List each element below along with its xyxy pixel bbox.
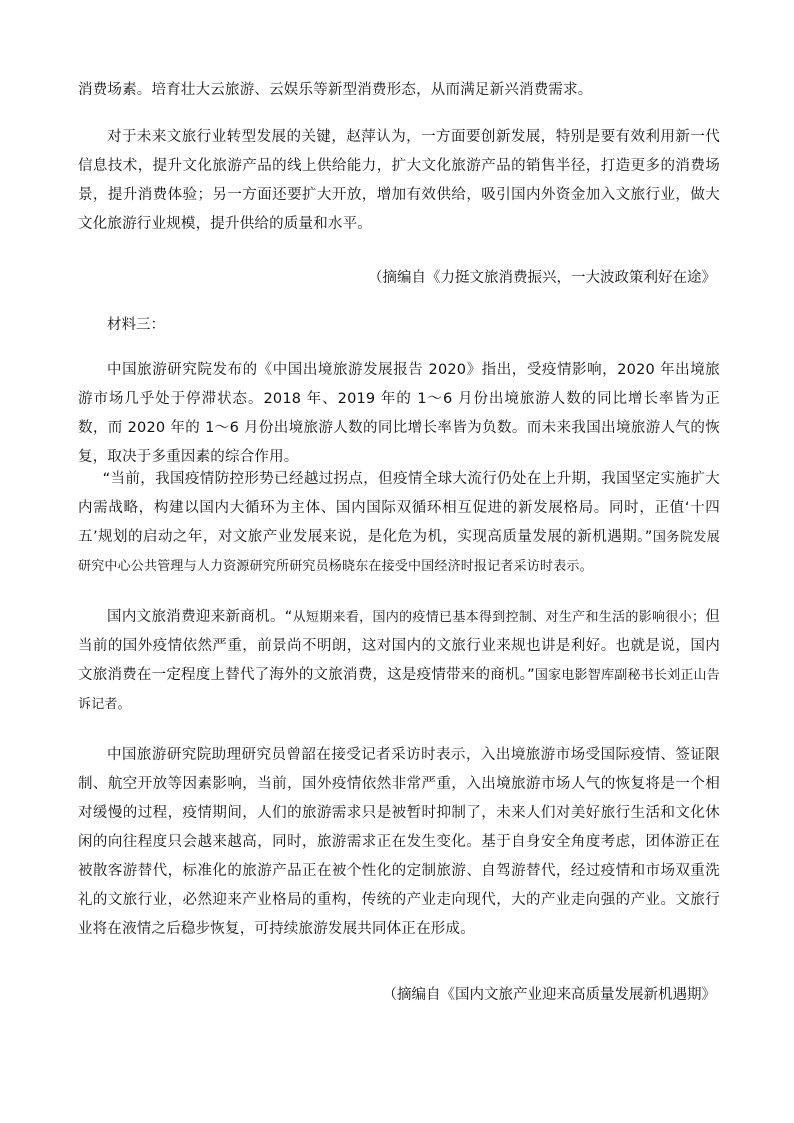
source-citation-3: （摘编自《国内文旅产业迎来高质量发展新机遇期》 — [382, 987, 716, 1003]
yang-quote: “当前，我国疫情防控形势已经越过拐点，但疫情全球大流行仍处在上升期，我国坚定实施扩大内需战略，构建以国内大循环为主体、国内国际双循环相互促进的新发展格局。同时，正值‘十四五’规划的启动之年，对文旅产业发展来说，是化危为机，实现高质量发展的新机遇期。” — [78, 471, 720, 545]
paragraph-continuation: 消费场素。培育壮大云旅游、云娱乐等新型消费形态，从而满足新兴消费需求。 — [78, 82, 593, 98]
material-3-label: 材料三： — [107, 317, 165, 333]
paragraph-zhao-ping: 对于未来文旅行业转型发展的关键，赵萍认为，一方面要创新发展，特别是要有效利用新一代信息技术，提升文化旅游产品的线上供给能力，扩大文化旅游产品的销售半径，打造更多的消费场景，提升消费体验；另一方面还要扩大开放，增加有效供给，吸引国内外资金加入文旅行业，做大文化旅游行业规模，提升供给的质量和水平。 — [78, 129, 720, 232]
liu-attribution: 国家电影智库副秘书长刘正山告诉记者。 — [78, 668, 720, 712]
paragraph-zeng-shao: 中国旅游研究院助理研究员曾韶在接受记者采访时表示，入出境旅游市场受国际疫情、签证限制、航空开放等因素影响，当前，国外疫情依然非常严重，入出境旅游市场人气的恢复将是一个相对缓慢的过程，疫情期间，人们的旅游需求只是被暂时抑制了，未来人们对美好旅行生活和文化休闲的向往程度只会越来越高，同时，旅游需求正在发生变化。基于自身安全角度考虑，团体游正在被散客游替代，标准化的旅游产品正在被个性化的定制旅游、自驾游替代，经过疫情和市场双重洗礼的文旅行业，必然迎来产业格局的重构，传统的产业走向现代，大的产业走向强的产业。文旅行业将在液情之后稳步恢复，可持续旅游发展共同体正在形成。 — [78, 747, 720, 937]
liu-quote-serif: 从短期来看，国内的疫情已基本得到控制、对生产和生活的影响很小； — [292, 610, 706, 625]
paragraph-liu-zhengshan — [78, 603, 720, 719]
source-citation-2: （摘编自《力挺文旅消费振兴，一大波政策利好在途》 — [368, 270, 716, 286]
yang-attribution: 国务院发展研究中心公共管理与人力资源研究所研究员杨晓东在接受中国经济时报记者采访时表示。 — [78, 530, 720, 574]
liu-quote-rest: 但当前的国外疫情依然严重，前景尚不明朗，这对国内的文旅行业来规也讲是利好。也就是说，国内文旅消费在一定程度上替代了海外的文旅消费，这是疫情带来的商机。” — [78, 609, 720, 683]
liu-lead: 国内文旅消费迎来新商机。“ — [107, 609, 293, 625]
paragraph-yang-xiaodong — [78, 465, 720, 581]
paragraph-outbound-report: 中国旅游研究院发布的《中国出境旅游发展报告 2020》指出，受疫情影响，2020 年出境旅游市场几乎处于停滞状态。2018 年、2019 年的 1～6 月份出境旅游人数的同比增长率皆为正数，而 2020 年的 1～6 月份出境旅游人数的同比增长率皆为负数。而未来我国出境旅游人气的恢复，取决于多重因素的综合作用。 — [78, 362, 720, 465]
